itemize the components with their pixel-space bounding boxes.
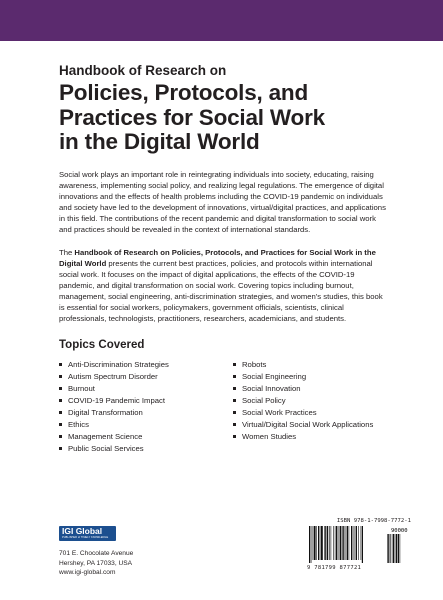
bullet-icon — [59, 363, 62, 366]
topic-item — [59, 407, 233, 419]
topic-label: Women Studies — [242, 431, 297, 441]
topic-label: Social Innovation — [242, 383, 301, 393]
isbn-barcode — [307, 518, 411, 576]
topic-label: Burnout — [68, 383, 95, 393]
description-paragraph-2 — [59, 247, 389, 324]
topic-item — [233, 371, 373, 383]
bullet-icon — [59, 447, 62, 450]
barcode-bar — [325, 526, 326, 560]
barcode-bar — [314, 526, 316, 560]
description-paragraph-1: Social work plays an important role in reintegrating individuals into society, educating, raising awareness, implementing social policy, and realizing legal regulations. The emergence of digital innovations and the effects of health problems including the COVID-19 pandemic on individuals and society have led to the development of innovations, virtual/digital practices, and applications in this field. The contributions of the recent pandemic and digital transformation to social work and practices should be revealed in the context of international standards. — [59, 169, 386, 234]
barcode-bar — [361, 526, 362, 560]
publisher-logo — [59, 526, 116, 541]
topic-label: Autism Spectrum Disorder — [68, 371, 158, 381]
back-cover-content — [59, 62, 389, 455]
description-book-title: Handbook of Research on Policies, Protocols, and Practices for Social Work in the Digital World — [59, 247, 376, 268]
bullet-icon — [233, 435, 236, 438]
book-title-line: Policies, Protocols, and — [59, 80, 309, 105]
topic-item — [233, 431, 373, 443]
barcode-bar — [338, 526, 339, 560]
barcode-bar — [342, 526, 343, 560]
top-color-band — [0, 0, 443, 41]
topic-label: Social Engineering — [242, 371, 307, 381]
barcode-addon-bar — [392, 534, 393, 563]
barcode-bar — [362, 526, 363, 563]
barcode-addon-bar — [395, 534, 396, 563]
topic-item — [59, 419, 233, 431]
publisher-address — [59, 549, 179, 578]
topic-item — [59, 371, 233, 383]
barcode-bar — [331, 526, 332, 560]
logo-tagline: PUBLISHER of TIMELY KNOWLEDGE — [62, 536, 109, 539]
topic-item — [233, 383, 373, 395]
bullet-icon — [233, 423, 236, 426]
bullet-icon — [59, 399, 62, 402]
topic-item — [59, 383, 233, 395]
topic-item — [233, 395, 373, 407]
barcode-bar — [353, 526, 354, 560]
topic-label: Public Social Services — [68, 443, 144, 453]
publisher-website: www.igi-global.com — [59, 569, 116, 576]
barcode-bar — [356, 526, 357, 560]
barcode-bar — [351, 526, 352, 560]
bullet-icon — [59, 387, 62, 390]
topics-heading: Topics Covered — [59, 338, 145, 351]
topic-item — [59, 443, 233, 455]
description-body: presents the current best practices, policies, and protocols within international social work. It focuses on the impact of digital applications, the effects of the COVID-19 pandemic, and digital transformation on social work. Covering topics including burnout, management, social engineering, anti-discrimination strategies, and women's studies, this book is essential for social workers, policymakers, government officials, scientists, clinical professionals, technologists, practitioners, researchers, academicians, and students. — [59, 258, 383, 323]
book-title-line: in the Digital World — [59, 129, 260, 154]
barcode-bar — [335, 526, 336, 560]
book-title — [59, 81, 389, 155]
barcode-addon-digits: 90000 — [391, 528, 408, 534]
barcode-bar — [347, 526, 348, 560]
publisher-block — [59, 526, 179, 578]
barcode-bar — [309, 526, 310, 563]
bullet-icon — [233, 387, 236, 390]
bullet-icon — [59, 375, 62, 378]
barcode-addon-bar — [400, 534, 401, 563]
topic-label: Virtual/Digital Social Work Applications — [242, 419, 374, 429]
topic-item — [59, 359, 233, 371]
topic-item — [233, 419, 373, 431]
bullet-icon — [233, 411, 236, 414]
barcode-bar — [320, 526, 321, 560]
topic-item — [59, 395, 233, 407]
barcode-addon-bar — [393, 534, 394, 563]
bullet-icon — [233, 399, 236, 402]
book-title-line: Practices for Social Work — [59, 104, 325, 130]
barcode-digits: 9 781799 877721 — [307, 565, 362, 571]
bullet-icon — [59, 411, 62, 414]
book-subtitle: Handbook of Research on — [59, 63, 227, 78]
barcode-bar — [327, 526, 328, 560]
bullet-icon — [233, 375, 236, 378]
barcode-bar — [355, 526, 356, 560]
barcode-bar — [340, 526, 342, 560]
topic-label: Robots — [242, 359, 267, 369]
address-line: 701 E. Chocolate Avenue — [59, 550, 134, 557]
barcode-bar — [316, 526, 317, 560]
barcode-bar — [311, 526, 312, 563]
topic-label: Social Policy — [242, 395, 286, 405]
barcode-bar — [333, 526, 334, 560]
barcode-addon-bar — [396, 534, 397, 563]
barcode-bar — [346, 526, 347, 560]
topic-item — [59, 431, 233, 443]
barcode-bar — [324, 526, 325, 560]
description-lead: The — [59, 247, 75, 257]
topics-column-left — [59, 359, 233, 455]
barcode-bar — [321, 526, 323, 560]
topic-item — [233, 359, 373, 371]
topics-list — [59, 359, 389, 455]
barcode-bar — [349, 526, 350, 560]
bullet-icon — [59, 423, 62, 426]
barcode-addon-bar — [390, 534, 391, 563]
bullet-icon — [59, 435, 62, 438]
bullet-icon — [233, 363, 236, 366]
barcode-addon-bar — [398, 534, 399, 563]
barcode-bar — [329, 526, 330, 560]
barcode-bar — [358, 526, 359, 560]
barcode-addon-bar — [387, 534, 388, 563]
topic-label: Anti-Discrimination Strategies — [68, 359, 169, 369]
barcode-bar — [318, 526, 319, 560]
topics-column-right — [233, 359, 373, 455]
topic-item — [233, 407, 373, 419]
topic-label: Ethics — [68, 419, 89, 429]
topic-label: Digital Transformation — [68, 407, 143, 417]
address-line: Hershey, PA 17033, USA — [59, 559, 133, 567]
barcode-addon-bar — [388, 534, 389, 563]
topic-label: Management Science — [68, 431, 143, 441]
isbn-text: ISBN 978-1-7998-7772-1 — [336, 518, 411, 524]
barcode-bar — [313, 526, 314, 560]
barcode-bars — [307, 526, 411, 564]
topic-label: Social Work Practices — [242, 407, 317, 417]
barcode-bar — [336, 526, 337, 560]
barcode-bar — [343, 526, 344, 560]
logo-text: IGI Global — [62, 526, 103, 536]
topic-label: COVID-19 Pandemic Impact — [68, 395, 165, 405]
